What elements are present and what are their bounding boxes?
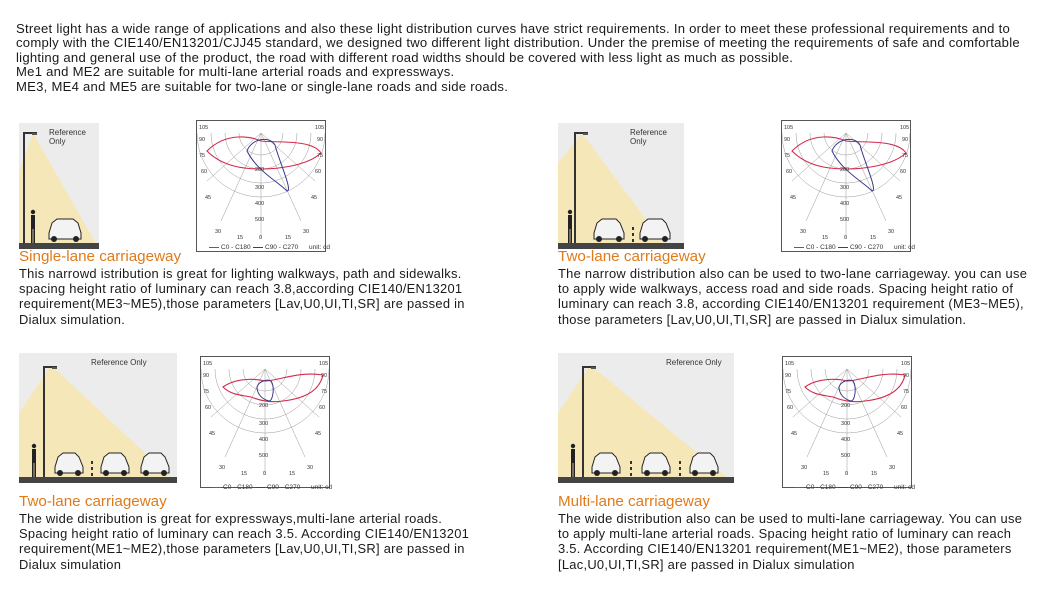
angle-label-105: 105 — [785, 361, 795, 367]
intro-text — [16, 22, 1051, 94]
unit-label: unit: cd — [311, 484, 332, 491]
angle-label-60: 60 — [900, 169, 907, 175]
polar-chart-svg — [783, 357, 911, 487]
angle-label-75: 75 — [199, 153, 206, 159]
polar-chart-svg — [201, 357, 329, 487]
angle-label-90: 90 — [317, 137, 324, 143]
panel-description: The wide distribution also can be used to multi-lane carriageway. You can use to apply multi-lane arterial roads. Spacing height ratio of luminary can reach 3.5. According CIE140/EN13201 requirement(ME1~ME2), those parameters [Lac,U0,UI,TI,SR] are passed in Dialux simulation — [558, 511, 1023, 572]
radial-label-500: 500 — [840, 217, 850, 223]
reference-label: Reference Only — [666, 358, 722, 367]
angle-label-30: 30 — [800, 229, 807, 235]
angle-label-15: 15 — [822, 235, 829, 241]
panel-multi-lane-wide — [558, 353, 1058, 583]
radial-label-300: 300 — [259, 421, 269, 427]
angle-label-90: 90 — [902, 137, 909, 143]
radial-label-300: 300 — [841, 421, 851, 427]
radial-label-400: 400 — [841, 437, 851, 443]
legend-c90: C90 - C270 — [253, 244, 298, 251]
angle-label-30: 30 — [801, 465, 808, 471]
angle-label-45: 45 — [897, 431, 904, 437]
legend-c0: C0 - C180 — [794, 244, 836, 251]
angle-label-30: 30 — [889, 465, 896, 471]
panel-single-lane-narrow — [19, 123, 519, 353]
angle-label-90: 90 — [784, 137, 791, 143]
angle-label-60: 60 — [787, 405, 794, 411]
angle-label-45: 45 — [311, 195, 318, 201]
radial-label-200: 200 — [255, 167, 265, 173]
polar-distribution-chart — [781, 120, 911, 252]
angle-label-90: 90 — [321, 373, 328, 379]
angle-label-75: 75 — [203, 389, 210, 395]
radial-label-400: 400 — [840, 201, 850, 207]
angle-label-30: 30 — [215, 229, 222, 235]
angle-label-15: 15 — [285, 235, 292, 241]
angle-label-0: 0 — [844, 235, 848, 241]
legend-c90: C90 - C270 — [838, 244, 883, 251]
angle-label-60: 60 — [205, 405, 212, 411]
angle-label-75: 75 — [784, 153, 791, 159]
radial-label-300: 300 — [840, 185, 850, 191]
angle-label-90: 90 — [199, 137, 206, 143]
angle-label-45: 45 — [315, 431, 322, 437]
legend-c0: C0 - C180 — [794, 484, 836, 491]
panel-description: The narrow distribution also can be used to two-lane carriageway. you can use to apply wide walkways, access road and side roads. Spacing height ratio of luminary can reach 3.8, according CIE140/EN13201 requirement (ME3~ME5), those parameters [Lav,U0,UI,TI,SR] are passed in Dialux simulation. — [558, 266, 1028, 327]
intro-line: Me1 and ME2 are suitable for multi-lane arterial roads and expressways. — [16, 64, 455, 80]
reference-label: Reference Only — [630, 128, 667, 146]
panel-two-lane-narrow — [558, 123, 1058, 353]
unit-label: unit: cd — [894, 484, 915, 491]
panel-title: Single-lane carriageway — [19, 248, 182, 265]
panel-description: The wide distribution is great for expressways,multi-lane arterial roads. Spacing height ratio of luminary can reach 3.5. According CIE140/EN13201 requirement(ME1~ME2),those parameters [Lav,U0,UI,TI,SR] are passed in Dialux simulation — [19, 511, 470, 572]
intro-line: lighting and general use of the product, the road with different road widths should be covered with less light as much as possible. — [16, 49, 794, 65]
radial-label-400: 400 — [259, 437, 269, 443]
radial-label-500: 500 — [259, 453, 269, 459]
polar-distribution-chart — [782, 356, 912, 488]
angle-label-15: 15 — [241, 471, 248, 477]
angle-label-60: 60 — [901, 405, 908, 411]
polar-chart-svg — [782, 121, 910, 251]
panel-title: Multi-lane carriageway — [558, 493, 710, 510]
angle-label-15: 15 — [237, 235, 244, 241]
angle-label-45: 45 — [896, 195, 903, 201]
unit-label: unit: cd — [894, 244, 915, 251]
angle-label-105: 105 — [784, 125, 794, 131]
polar-chart-svg — [197, 121, 325, 251]
radial-label-300: 300 — [255, 185, 265, 191]
radial-label-400: 400 — [255, 201, 265, 207]
angle-label-0: 0 — [259, 235, 263, 241]
street-scene-illustration — [558, 353, 734, 483]
angle-label-60: 60 — [786, 169, 793, 175]
angle-label-105: 105 — [901, 361, 911, 367]
angle-label-90: 90 — [903, 373, 910, 379]
unit-label: unit: cd — [309, 244, 330, 251]
angle-label-75: 75 — [785, 389, 792, 395]
legend-c90: C90 - C270 — [255, 484, 300, 491]
angle-label-45: 45 — [209, 431, 216, 437]
angle-label-30: 30 — [307, 465, 314, 471]
angle-label-105: 105 — [319, 361, 329, 367]
angle-label-105: 105 — [203, 361, 213, 367]
reference-label: Reference Only — [91, 358, 147, 367]
angle-label-75: 75 — [321, 389, 328, 395]
angle-label-90: 90 — [785, 373, 792, 379]
angle-label-0: 0 — [263, 471, 267, 477]
radial-label-200: 200 — [259, 403, 269, 409]
street-scene-illustration — [558, 123, 684, 249]
angle-label-45: 45 — [791, 431, 798, 437]
panel-description: This narrowd istribution is great for lighting walkways, path and sidewalks. spacing height ratio of luminary can reach 3.8,according CIE140/EN13201 requirement(ME3~ME5),those parameters [Lav,U0,UI,TI,SR] are passed in Dialux simulation. — [19, 266, 465, 327]
legend-c0: C0 - C180 — [209, 244, 251, 251]
intro-line: ME3, ME4 and ME5 are suitable for two-lane or single-lane roads and side roads. — [16, 78, 509, 94]
angle-label-60: 60 — [201, 169, 208, 175]
angle-label-105: 105 — [315, 125, 325, 131]
angle-label-105: 105 — [900, 125, 910, 131]
polar-distribution-chart — [196, 120, 326, 252]
intro-line: comply with the CIE140/EN13201/CJJ45 standard, we designed two different light distribution. Under the premise of meeting the requirements of safe and comfortable — [16, 35, 1020, 51]
angle-label-15: 15 — [289, 471, 296, 477]
angle-label-45: 45 — [790, 195, 797, 201]
polar-distribution-chart — [200, 356, 330, 488]
legend-c0: C0 - C180 — [211, 484, 253, 491]
radial-label-500: 500 — [255, 217, 265, 223]
street-scene-illustration — [19, 353, 177, 483]
panel-two-lane-wide — [19, 353, 519, 583]
angle-label-90: 90 — [203, 373, 210, 379]
street-scene-illustration — [19, 123, 99, 249]
legend-c90: C90 - C270 — [838, 484, 883, 491]
angle-label-45: 45 — [205, 195, 212, 201]
angle-label-0: 0 — [845, 471, 849, 477]
angle-label-15: 15 — [870, 235, 877, 241]
angle-label-30: 30 — [219, 465, 226, 471]
angle-label-75: 75 — [317, 153, 324, 159]
intro-line: Street light has a wide range of applications and also these light distribution curves have strict requirements. In order to meet these professional requirements and to — [16, 21, 1011, 36]
angle-label-15: 15 — [871, 471, 878, 477]
angle-label-75: 75 — [902, 153, 909, 159]
panel-title: Two-lane carriageway — [19, 493, 167, 510]
angle-label-15: 15 — [823, 471, 830, 477]
radial-label-500: 500 — [841, 453, 851, 459]
reference-label: Reference Only — [49, 128, 86, 146]
panel-title: Two-lane carriageway — [558, 248, 706, 265]
radial-label-200: 200 — [841, 403, 851, 409]
radial-label-200: 200 — [840, 167, 850, 173]
angle-label-30: 30 — [303, 229, 310, 235]
angle-label-60: 60 — [319, 405, 326, 411]
angle-label-30: 30 — [888, 229, 895, 235]
angle-label-60: 60 — [315, 169, 322, 175]
angle-label-105: 105 — [199, 125, 209, 131]
angle-label-75: 75 — [903, 389, 910, 395]
